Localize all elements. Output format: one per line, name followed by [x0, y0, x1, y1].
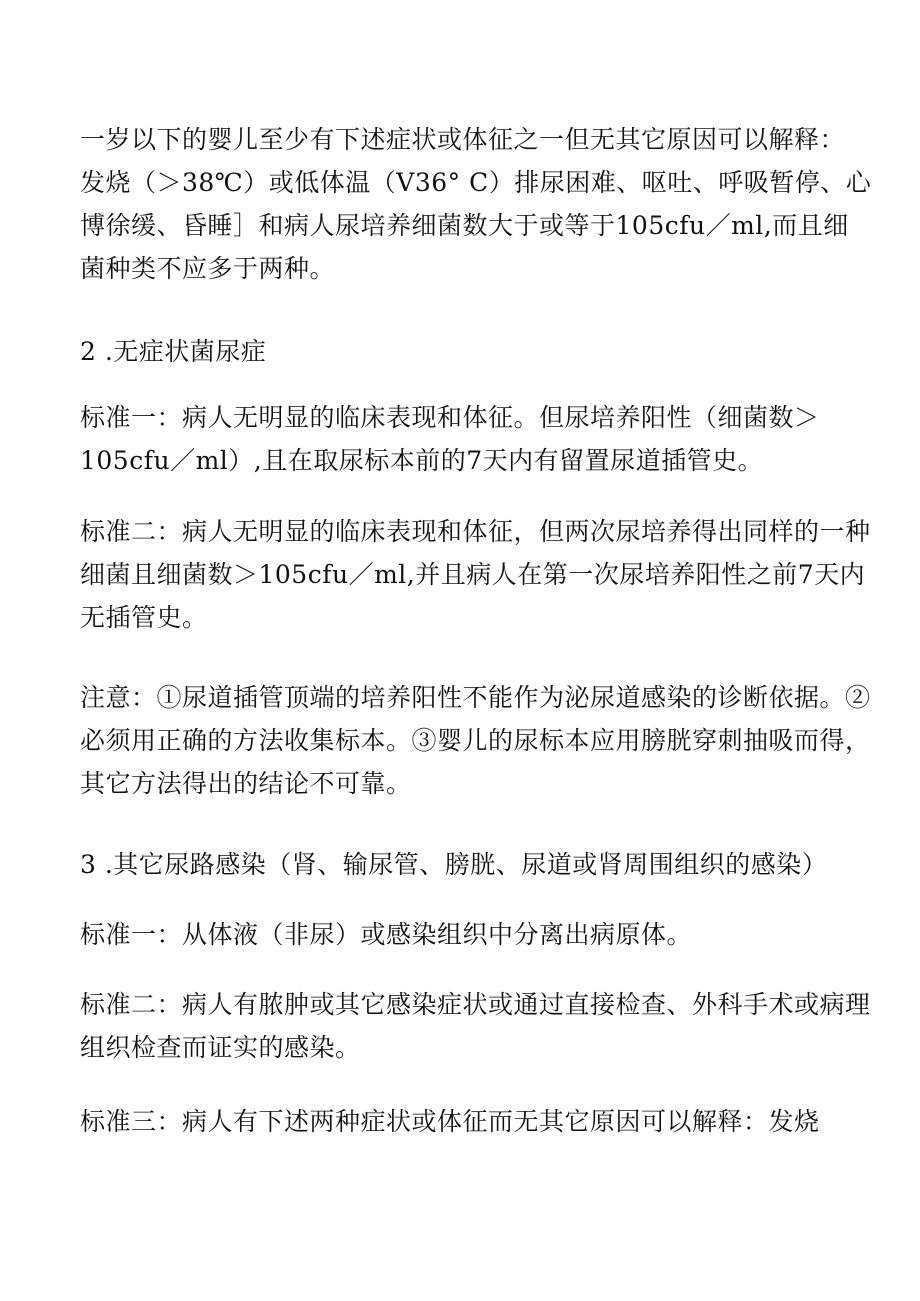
text-line: 3 .其它尿路感染（肾、输尿管、膀胱、尿道或肾周围组织的感染） — [80, 850, 828, 879]
text-line: 无插管史。 — [80, 603, 208, 632]
text-line: 一岁以下的婴儿至少有下述症状或体征之一但无其它原因可以解释： — [80, 125, 846, 154]
text-line: 博徐缓、昏睡］和病人尿培养细菌数大于或等于105cfu／ml,而且细 — [80, 211, 849, 240]
text-line: 标准一：从体液（非尿）或感染组织中分离出病原体。 — [80, 920, 693, 949]
text-line: 标准一：病人无明显的临床表现和体征。但尿培养阳性（细菌数＞ — [80, 403, 820, 432]
text-line: 标准三：病人有下述两种症状或体征而无其它原因可以解释：发烧 — [80, 1107, 820, 1136]
text-line: 细菌且细菌数＞105cfu／ml,并且病人在第一次尿培养阳性之前7天内 — [80, 560, 866, 589]
text-line: 发烧（＞38℃）或低体温（V36° C）排尿困难、呕吐、呼吸暂停、心 — [80, 168, 872, 197]
paragraph-asymptomatic-standard-2 — [80, 510, 871, 639]
text-line: 菌种类不应多于两种。 — [80, 254, 336, 283]
text-line: 必须用正确的方法收集标本。③婴儿的尿标本应用膀胱穿刺抽吸而得， — [80, 726, 871, 755]
text-line: 标准二：病人无明显的临床表现和体征，但两次尿培养得出同样的一种 — [80, 517, 871, 546]
text-line: 注意：①尿道插管顶端的培养阳性不能作为泌尿道感染的诊断依据。② — [80, 683, 871, 712]
text-line: 标准二：病人有脓肿或其它感染症状或通过直接检查、外科手术或病理 — [80, 990, 871, 1019]
paragraph-note — [80, 676, 871, 805]
paragraph-other-standard-1 — [80, 913, 860, 956]
section-heading-asymptomatic-bacteriuria — [80, 330, 860, 373]
paragraph-other-standard-3 — [80, 1100, 860, 1143]
paragraph-infant-criteria — [80, 118, 872, 290]
text-line: 组织检查而证实的感染。 — [80, 1033, 361, 1062]
text-line: 其它方法得出的结论不可靠。 — [80, 769, 412, 798]
paragraph-other-standard-2 — [80, 983, 871, 1069]
section-heading-other-urinary-infections — [80, 843, 860, 886]
text-line: 105cfu／ml）,且在取尿标本前的7天内有留置尿道插管史。 — [80, 446, 764, 475]
text-line: 2 .无症状菌尿症 — [80, 337, 267, 366]
paragraph-asymptomatic-standard-1 — [80, 396, 860, 482]
